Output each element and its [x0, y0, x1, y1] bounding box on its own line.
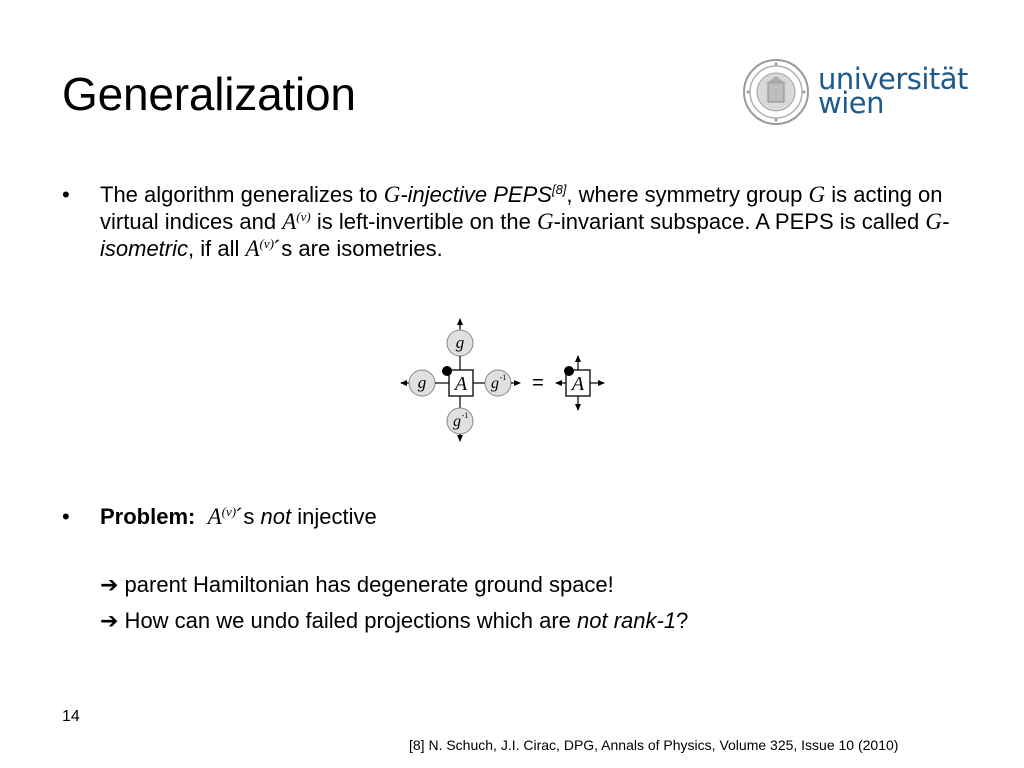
university-seal-icon: [742, 58, 810, 126]
symbol-v: (v): [259, 236, 274, 251]
bullet-text: Problem: $A^{(v)}´s$ not injective: [100, 504, 377, 529]
bullet-marker: •: [62, 504, 70, 529]
consequence-line-2: ➔ How can we undo failed projections which are not rank-1?: [100, 608, 689, 633]
tensor-marker-dot: [442, 366, 452, 376]
peps-tensor-diagram: [398, 312, 612, 442]
university-logo: [742, 58, 978, 126]
symbol-A: A: [282, 209, 297, 234]
logo-wordmark-line2: wien: [818, 86, 884, 120]
tensor-marker-dot-right: [564, 366, 574, 376]
citation-ref: [8]: [551, 182, 567, 197]
arrow-right-icon: ➔: [100, 572, 119, 597]
reference-footnote: [8] N. Schuch, J.I. Cirac, DPG, Annals of Physics, Volume 325, Issue 10 (2010): [409, 737, 899, 753]
logo-wordmark-line1: universität: [818, 62, 968, 96]
left-tensor-network: [401, 319, 520, 441]
symbol-v: (v): [221, 504, 237, 519]
symbol-A: A: [245, 236, 260, 261]
symbol-A: A: [207, 504, 222, 529]
bullet-marker: •: [62, 182, 70, 207]
symbol-G: G: [925, 209, 942, 234]
slide-title: Generalization: [62, 68, 356, 120]
arrow-right-icon: ➔: [100, 608, 119, 633]
g-inv-label-right: g: [491, 375, 499, 392]
g-label-top: g: [455, 333, 465, 352]
page-number: 14: [62, 708, 80, 725]
symbol-v: (v): [296, 209, 311, 224]
g-inv-exp-right: -1: [499, 373, 507, 382]
tensor-A-label: A: [454, 373, 468, 395]
equals-sign: =: [532, 372, 544, 394]
g-inv-label-bottom: g: [453, 413, 461, 430]
g-label-left: g: [417, 373, 427, 392]
g-inv-exp-bottom: -1: [461, 411, 469, 420]
right-tensor: [556, 356, 604, 410]
bullet-text: The algorithm generalizes to G-injective PEPS[8], where symmetry group G is acting on virtual indices and $A^{(v)}$ is left-invertible on the G-invariant subspace. A PEPS is called G-isometric, if all $A^{(v)}´s$ are isometries.: [100, 182, 950, 261]
symbol-G: G: [536, 209, 554, 234]
symbol-G: G: [808, 182, 826, 207]
problem-label: Problem:: [100, 504, 196, 529]
symbol-G: G: [383, 182, 401, 207]
consequence-line-1: ➔ parent Hamiltonian has degenerate ground space!: [100, 572, 614, 597]
tensor-A-label-right: A: [571, 373, 585, 395]
